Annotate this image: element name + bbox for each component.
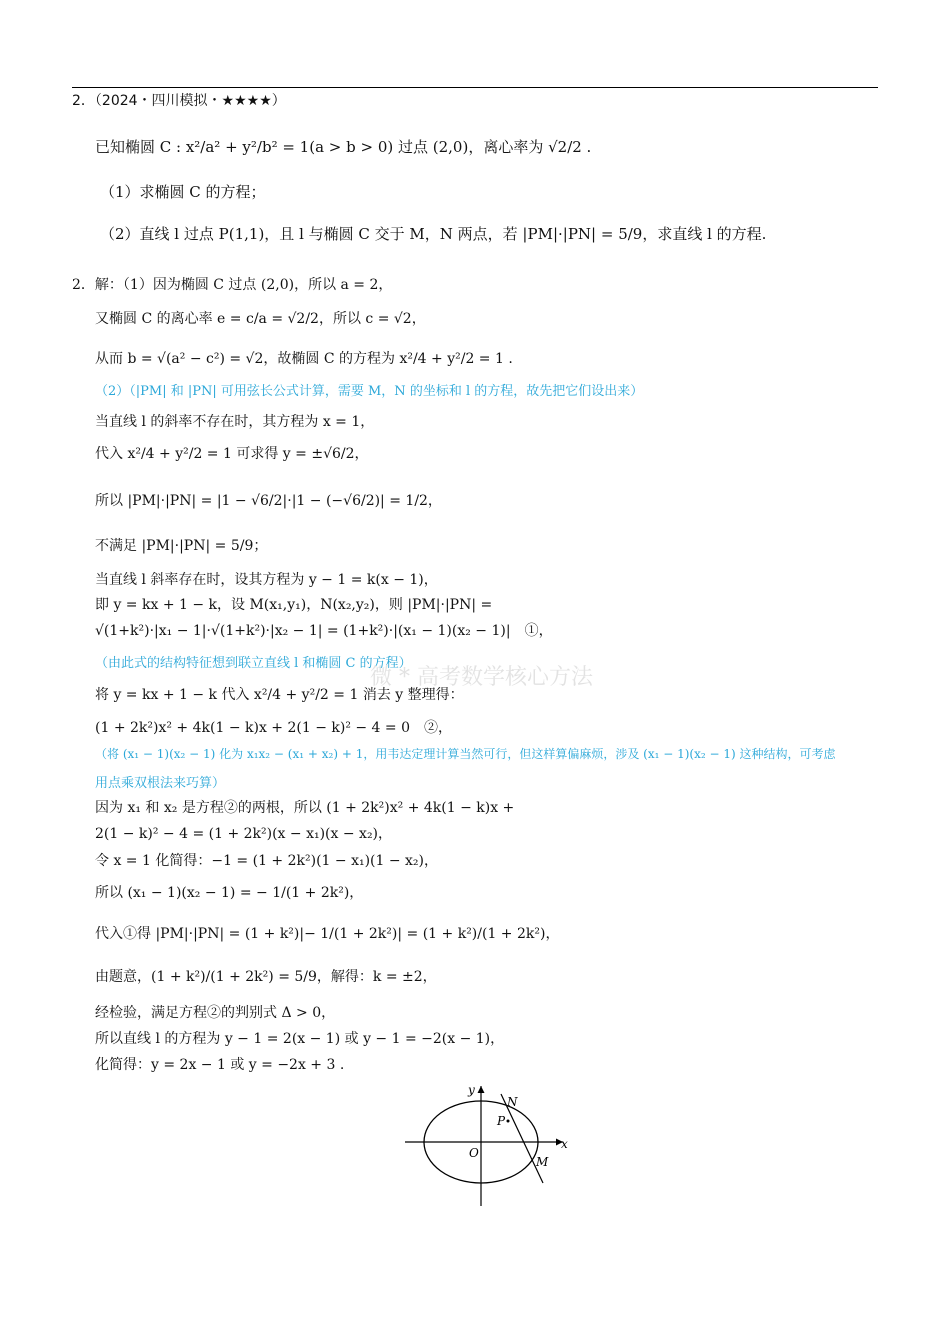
solution-line-4: 当直线 l 的斜率不存在时，其方程为 x = 1， xyxy=(95,414,375,430)
top-rule xyxy=(72,87,878,88)
problem-part2: （2）直线 l 过点 P(1,1)，且 l 与椭圆 C 交于 M，N 两点，若 |PM|·|PN| = 5/9，求直线 l 的方程. xyxy=(100,225,767,243)
problem-statement: 已知椭圆 C : x²/a² + y²/b² = 1(a > b > 0) 过点 (2,0)，离心率为 √2/2 . xyxy=(95,138,592,156)
solution-line-1: 2．解：（1）因为椭圆 C 过点 (2,0)，所以 a = 2， xyxy=(72,277,393,293)
hint-1: （2）（|PM| 和 |PN| 可用弦长公式计算，需要 M，N 的坐标和 l 的方程，故先把它们设出来） xyxy=(95,384,644,399)
solution-line-6: 所以 |PM|·|PN| = |1 − √6/2|·|1 − (−√6/2)| = 1/2， xyxy=(95,493,442,509)
label-o: O xyxy=(469,1146,479,1160)
solution-line-16: 所以 (x₁ − 1)(x₂ − 1) = − 1/(1 + 2k²)， xyxy=(95,885,364,901)
problem-header: 2．（2024・四川模拟・★★★★） xyxy=(72,93,286,109)
watermark: 微 * 高考数学核心方法 xyxy=(370,665,593,690)
solution-line-13: 因为 x₁ 和 x₂ 是方程②的两根，所以 (1 + 2k²)x² + 4k(1 − k)x + xyxy=(95,800,515,816)
solution-line-11: 将 y = kx + 1 − k 代入 x²/4 + y²/2 = 1 消去 y 整理得： xyxy=(95,687,464,703)
solution-line-20: 所以直线 l 的方程为 y − 1 = 2(x − 1) 或 y − 1 = −2(x − 1)， xyxy=(95,1031,505,1047)
label-m: M xyxy=(536,1155,549,1169)
solution-line-14: 2(1 − k)² − 4 = (1 + 2k²)(x − x₁)(x − x₂)， xyxy=(95,826,393,842)
hint-3b: 用点乘双根法来巧算） xyxy=(95,776,226,791)
solution-line-9: 即 y = kx + 1 − k，设 M(x₁,y₁)，N(x₂,y₂)，则 |PM|·|PN| = xyxy=(95,597,493,613)
solution-line-17: 代入①得 |PM|·|PN| = (1 + k²)|− 1/(1 + 2k²)| = (1 + k²)/(1 + 2k²)， xyxy=(95,926,560,942)
solution-line-19: 经检验，满足方程②的判别式 Δ > 0， xyxy=(95,1005,336,1021)
solution-line-12: (1 + 2k²)x² + 4k(1 − k)x + 2(1 − k)² − 4 = 0 ②， xyxy=(95,720,453,736)
label-n: N xyxy=(507,1095,518,1109)
solution-line-15: 令 x = 1 化简得：−1 = (1 + 2k²)(1 − x₁)(1 − x₂)， xyxy=(95,853,439,869)
label-p: P xyxy=(497,1114,506,1128)
solution-line-5: 代入 x²/4 + y²/2 = 1 可求得 y = ±√6/2， xyxy=(95,446,369,462)
problem-part1: （1）求椭圆 C 的方程； xyxy=(100,183,266,201)
solution-line-8: 当直线 l 斜率存在时，设其方程为 y − 1 = k(x − 1)， xyxy=(95,572,438,588)
solution-line-18: 由题意，(1 + k²)/(1 + 2k²) = 5/9，解得：k = ±2， xyxy=(95,969,437,985)
label-y: y xyxy=(468,1083,475,1097)
ellipse-figure xyxy=(395,1080,575,1210)
hint-3a: （将 (x₁ − 1)(x₂ − 1) 化为 x₁x₂ − (x₁ + x₂) + 1，用韦达定理计算当然可行，但这样算偏麻烦，涉及 (x₁ − 1)(x₂ − 1) 这种结构，可考虑 xyxy=(95,747,836,761)
solution-line-7: 不满足 |PM|·|PN| = 5/9； xyxy=(95,538,268,554)
hint-2: （由此式的结构特征想到联立直线 l 和椭圆 C 的方程） xyxy=(95,656,412,671)
point-p xyxy=(507,1120,510,1123)
solution-line-21: 化简得：y = 2x − 1 或 y = −2x + 3 . xyxy=(95,1057,345,1073)
solution-line-3: 从而 b = √(a² − c²) = √2，故椭圆 C 的方程为 x²/4 + y²/2 = 1 . xyxy=(95,351,513,367)
solution-line-2: 又椭圆 C 的离心率 e = c/a = √2/2，所以 c = √2， xyxy=(95,311,426,327)
label-x: x xyxy=(561,1137,568,1151)
solution-line-10: √(1+k²)·|x₁ − 1|·√(1+k²)·|x₂ − 1| = (1+k²)·|(x₁ − 1)(x₂ − 1)| ①， xyxy=(95,623,553,639)
